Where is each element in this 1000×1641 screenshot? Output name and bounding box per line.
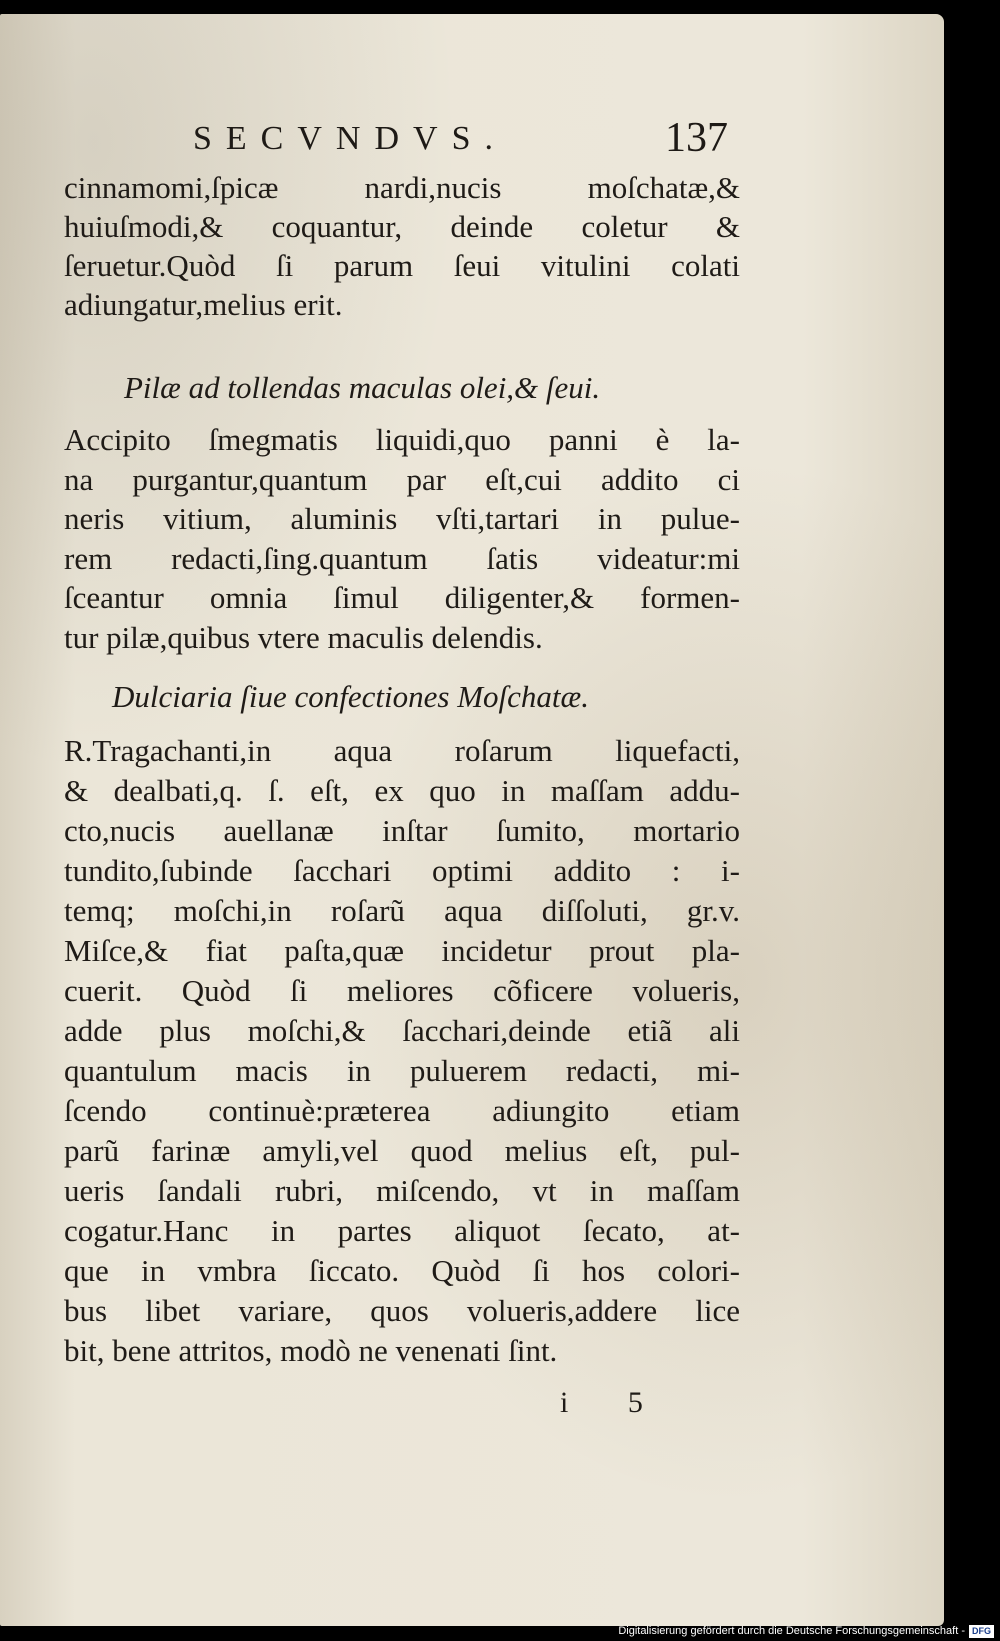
text-line: cuerit. Quòd ſi meliores cõficere volueris, <box>64 973 740 1008</box>
text-line: rem redacti,ſing.quantum ſatis videatur:mi <box>64 540 740 576</box>
text-line: tur pilæ,quibus vtere maculis delendis. <box>64 619 543 655</box>
text-line: ſceantur omnia ſimul diligenter,& formen- <box>64 580 740 615</box>
section-heading-pilae: Pilæ ad tollendas maculas olei,& ſeui. <box>124 370 601 405</box>
text-line: Accipito ſmegmatis liquidi,quo panni è la- <box>64 422 740 457</box>
text-line: temq; moſchi,in roſarũ aqua diſſoluti, gr.v. <box>64 893 740 928</box>
text-line: cogatur.Hanc in partes aliquot ſecato, at- <box>64 1213 740 1248</box>
credit-text: Digitalisierung gefördert durch die Deutsche Forschungsgemeinschaft - <box>618 1625 965 1637</box>
text-line: ſcendo continuè:præterea adiungito etiam <box>64 1093 740 1128</box>
text-line: Miſce,& fiat paſta,quæ incidetur prout pla- <box>64 933 740 968</box>
page-number: 137 <box>665 115 728 161</box>
running-title: SECVNDVS. <box>193 120 507 157</box>
text-line: quantulum macis in puluerem redacti, mi- <box>64 1053 740 1088</box>
text-line: tundito,ſubinde ſacchari optimi addito : i- <box>64 853 740 888</box>
book-page <box>0 14 944 1626</box>
text-line: parũ farinæ amyli,vel quod melius eſt, pul- <box>64 1133 740 1168</box>
text-line: que in vmbra ſiccato. Quòd ſi hos colori- <box>64 1253 740 1288</box>
text-line: R.Tragachanti,in aqua roſarum liquefacti, <box>64 733 740 768</box>
text-line: & dealbati,q. ſ. eſt, ex quo in maſſam addu- <box>64 773 740 808</box>
text-line: huiuſmodi,& coquantur, deinde coletur & <box>64 209 740 244</box>
page-header <box>68 114 728 166</box>
digitization-credit <box>618 1623 994 1639</box>
text-line: neris vitium, aluminis vſti,tartari in pulue- <box>64 501 740 536</box>
dfg-logo: DFG <box>969 1625 994 1638</box>
text-line: bus libet variare, quos volueris,addere lice <box>64 1293 740 1328</box>
text-line: bit, bene attritos, modò ne venenati ſint. <box>64 1333 558 1368</box>
text-line: ueris ſandali rubri, miſcendo, vt in maſſam <box>64 1173 740 1208</box>
paragraph-3 <box>64 731 740 1371</box>
text-line: na purgantur,quantum par eſt,cui addito ci <box>64 461 740 497</box>
section-heading-dulciaria: Dulciaria ſiue confectiones Moſchatæ. <box>112 679 589 714</box>
text-line: ſeruetur.Quòd ſi parum ſeui vitulini colati <box>64 248 740 283</box>
paragraph-2 <box>64 420 740 657</box>
text-line: adiungatur,melius erit. <box>64 287 343 322</box>
text-line: cinnamomi,ſpicæ nardi,nucis moſchatæ,& <box>64 170 740 205</box>
text-line: cto,nucis auellanæ inſtar ſumito, mortario <box>64 813 740 848</box>
paragraph-1 <box>64 168 740 324</box>
signature-mark: i 5 <box>560 1386 669 1419</box>
text-line: adde plus moſchi,& ſacchari,deinde etiã ali <box>64 1013 740 1048</box>
